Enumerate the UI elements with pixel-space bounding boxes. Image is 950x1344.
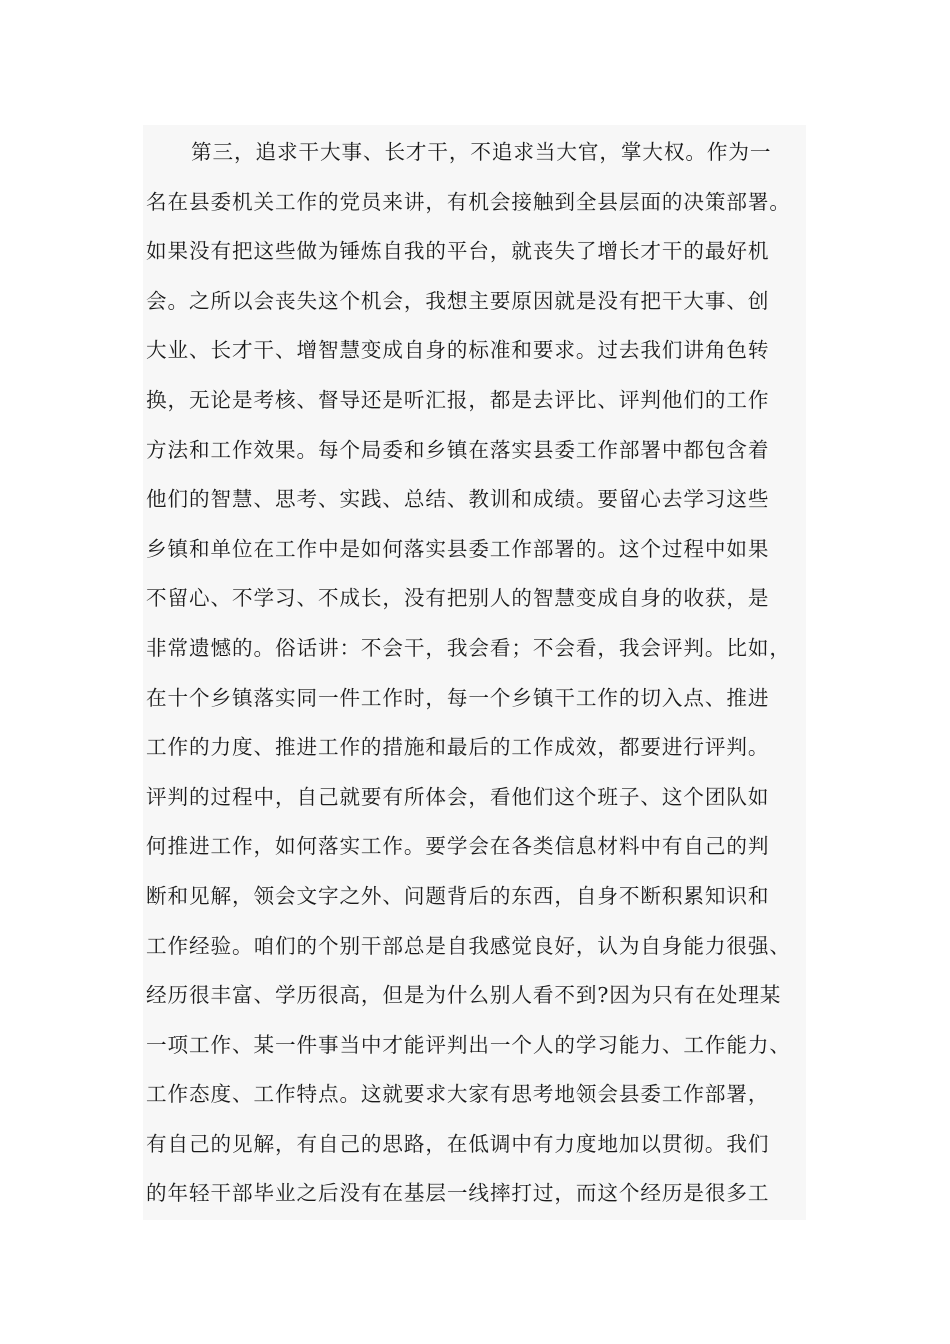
text-line: 工作经验。咱们的个别干部总是自我感觉良好，认为自身能力很强、 bbox=[146, 933, 791, 958]
text-line: 他们的智慧、思考、实践、总结、教训和成绩。要留心去学习这些 bbox=[146, 487, 770, 512]
text-line: 工作态度、工作特点。这就要求大家有思考地领会县委工作部署， bbox=[146, 1082, 770, 1107]
text-line: 非常遗憾的。俗话讲：不会干，我会看；不会看，我会评判。比如， bbox=[146, 635, 791, 660]
text-line: 换，无论是考核、督导还是听汇报，都是去评比、评判他们的工作 bbox=[146, 387, 770, 412]
text-line: 第三，追求干大事、长才干，不追求当大官，掌大权。作为一 bbox=[191, 140, 772, 164]
text-line: 方法和工作效果。每个局委和乡镇在落实县委工作部署中都包含着 bbox=[146, 437, 770, 462]
text-line: 如果没有把这些做为锤炼自我的平台，就丧失了增长才干的最好机 bbox=[146, 239, 770, 264]
text-line: 会。之所以会丧失这个机会，我想主要原因就是没有把干大事、创 bbox=[146, 288, 770, 313]
text-line: 工作的力度、推进工作的措施和最后的工作成效，都要进行评判。 bbox=[146, 735, 770, 760]
text-line: 在十个乡镇落实同一件工作时，每一个乡镇干工作的切入点、推进 bbox=[146, 685, 770, 710]
text-line: 名在县委机关工作的党员来讲，有机会接触到全县层面的决策部署。 bbox=[146, 189, 791, 214]
text-line: 的年轻干部毕业之后没有在基层一线摔打过，而这个经历是很多工 bbox=[146, 1181, 770, 1206]
text-line: 断和见解，领会文字之外、问题背后的东西，自身不断积累知识和 bbox=[146, 883, 770, 908]
text-line: 经历很丰富、学历很高，但是为什么别人看不到?因为只有在处理某 bbox=[146, 983, 782, 1008]
paragraph bbox=[146, 128, 826, 1219]
text-line: 评判的过程中，自己就要有所体会，看他们这个班子、这个团队如 bbox=[146, 784, 770, 809]
text-line: 一项工作、某一件事当中才能评判出一个人的学习能力、工作能力、 bbox=[146, 1032, 791, 1057]
text-line: 不留心、不学习、不成长，没有把别人的智慧变成自身的收获，是 bbox=[146, 586, 770, 611]
text-line: 乡镇和单位在工作中是如何落实县委工作部署的。这个过程中如果 bbox=[146, 536, 770, 561]
text-line: 大业、长才干、增智慧变成自身的标准和要求。过去我们讲角色转 bbox=[146, 338, 770, 363]
text-line: 有自己的见解，有自己的思路，在低调中有力度地加以贯彻。我们 bbox=[146, 1131, 770, 1156]
text-line: 何推进工作，如何落实工作。要学会在各类信息材料中有自己的判 bbox=[146, 834, 770, 859]
